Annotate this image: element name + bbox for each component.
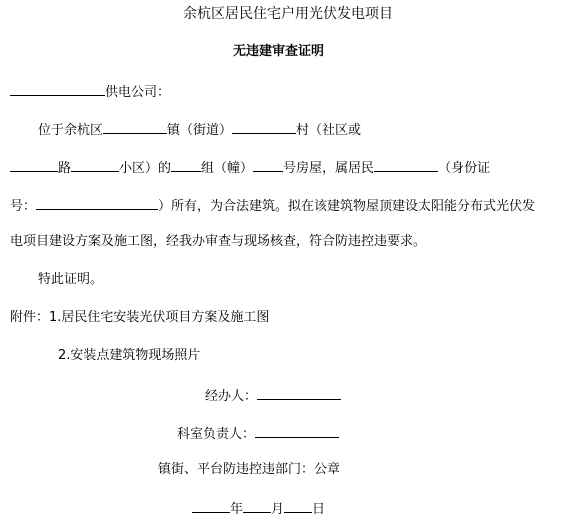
attachment-item-2: 2.安装点建筑物现场照片 — [58, 348, 201, 363]
document-subtitle: 无违建审查证明 — [233, 44, 325, 59]
house-label: 号房屋，属居民 — [283, 161, 375, 176]
town-blank[interactable] — [103, 120, 167, 134]
year-blank[interactable] — [192, 499, 230, 513]
addressee-suffix: 供电公司： — [105, 85, 171, 100]
handler-blank[interactable] — [257, 386, 341, 400]
community-blank[interactable] — [71, 158, 119, 172]
village-blank[interactable] — [232, 120, 296, 134]
addressee-line — [10, 82, 170, 101]
day-blank[interactable] — [284, 499, 312, 513]
department-seal: 镇街、平台防违控违部门：公章 — [158, 462, 341, 477]
month-blank[interactable] — [243, 499, 271, 513]
paragraph-line-1 — [38, 120, 361, 139]
paragraph-line-2 — [10, 158, 490, 177]
id-label: （身份证 — [438, 161, 491, 176]
company-blank[interactable] — [10, 82, 105, 96]
handler-signature — [205, 386, 341, 405]
year-label: 年 — [230, 502, 244, 517]
attachment-item-1 — [10, 310, 269, 326]
document-title: 余杭区居民住宅户用光伏发电项目 — [183, 6, 393, 22]
day-label: 日 — [312, 502, 326, 517]
community-label: 小区）的 — [119, 161, 172, 176]
id-number-label: 号： — [10, 199, 37, 214]
paragraph-line-3 — [10, 196, 535, 215]
group-label: 组（幢） — [201, 161, 254, 176]
attachment-1-text: 1.居民住宅安装光伏项目方案及施工图 — [49, 310, 270, 325]
id-number-blank[interactable] — [36, 196, 158, 210]
town-label: 镇（街道） — [167, 123, 233, 138]
section-chief-signature — [177, 424, 339, 443]
section-chief-label: 科室负责人： — [177, 427, 256, 442]
resident-blank[interactable] — [374, 158, 438, 172]
handler-label: 经办人： — [205, 389, 258, 404]
house-blank[interactable] — [253, 158, 283, 172]
date-line — [192, 499, 325, 518]
road-label: 路 — [58, 161, 72, 176]
attachments-label: 附件： — [10, 310, 50, 325]
paragraph-text-3: ）所有，为合法建筑。拟在该建筑物屋顶建设太阳能分布式光伏发 — [158, 199, 536, 214]
month-label: 月 — [271, 502, 285, 517]
village-label: 村（社区或 — [296, 123, 362, 138]
road-blank[interactable] — [10, 158, 58, 172]
certify-text: 特此证明。 — [38, 272, 104, 287]
paragraph-line-4: 电项目建设方案及施工图，经我办审查与现场核查，符合防违控违要求。 — [10, 234, 427, 249]
section-chief-blank[interactable] — [255, 424, 339, 438]
group-blank[interactable] — [171, 158, 201, 172]
location-prefix: 位于余杭区 — [38, 123, 104, 138]
